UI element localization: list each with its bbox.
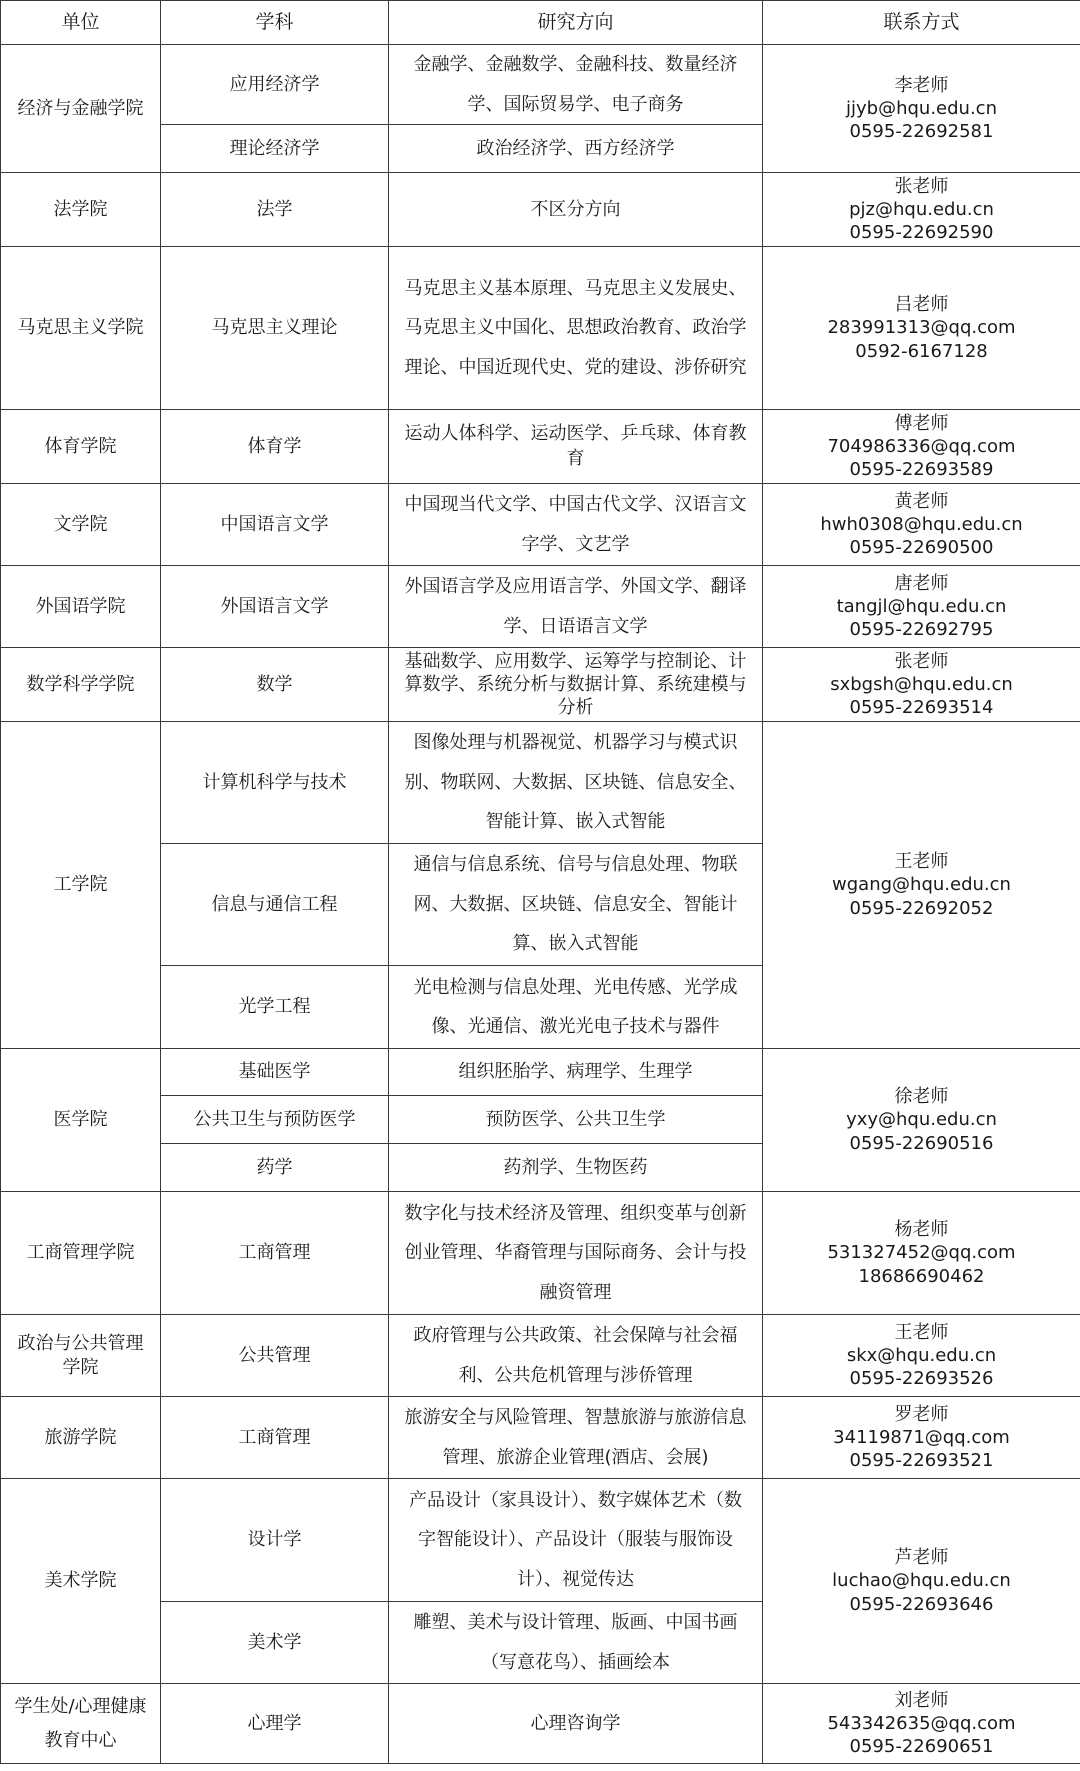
direction-cell: 通信与信息系统、信号与信息处理、物联网、大数据、区块链、信息安全、智能计算、嵌入式智能 <box>389 844 763 966</box>
contact-phone: 0595-22690500 <box>849 537 994 559</box>
contact-email[interactable]: sxbgsh@hqu.edu.cn <box>830 673 1013 695</box>
direction-cell: 图像处理与机器视觉、机器学习与模式识别、物联网、大数据、区块链、信息安全、智能计算、嵌入式智能 <box>389 722 763 844</box>
contact-phone: 0595-22692581 <box>849 121 994 143</box>
header-subject: 学科 <box>161 1 389 45</box>
contact-cell <box>763 648 1080 722</box>
subject-cell: 应用经济学 <box>161 45 389 125</box>
contact-name: 芦老师 <box>894 1547 949 1569</box>
unit-cell: 外国语学院 <box>1 566 161 648</box>
contact-cell <box>763 1049 1080 1192</box>
unit-cell: 数学科学学院 <box>1 648 161 722</box>
subject-cell: 信息与通信工程 <box>161 844 389 966</box>
direction-cell: 雕塑、美术与设计管理、版画、中国书画（写意花鸟）、插画绘本 <box>389 1602 763 1684</box>
header-unit: 单位 <box>1 1 161 45</box>
contact-phone: 0595-22693514 <box>849 697 994 719</box>
contact-email[interactable]: wgang@hqu.edu.cn <box>832 874 1011 896</box>
subject-cell: 体育学 <box>161 410 389 484</box>
direction-cell: 组织胚胎学、病理学、生理学 <box>389 1049 763 1096</box>
contact-email[interactable]: jjyb@hqu.edu.cn <box>846 97 997 119</box>
direction-cell: 金融学、金融数学、金融科技、数量经济学、国际贸易学、电子商务 <box>389 45 763 125</box>
unit-cell: 体育学院 <box>1 410 161 484</box>
table-row <box>1 45 1080 125</box>
contact-name: 唐老师 <box>894 572 949 594</box>
contact-phone: 0595-22692795 <box>849 619 994 641</box>
subject-cell: 光学工程 <box>161 966 389 1049</box>
subject-cell: 工商管理 <box>161 1192 389 1315</box>
table-row <box>1 247 1080 410</box>
contact-name: 王老师 <box>894 1321 949 1343</box>
contact-name: 罗老师 <box>894 1403 949 1425</box>
contact-cell <box>763 1192 1080 1315</box>
unit-cell: 学生处/心理健康教育中心 <box>1 1684 161 1764</box>
header-contact: 联系方式 <box>763 1 1080 45</box>
contact-name: 杨老师 <box>894 1219 949 1241</box>
table-header-row <box>1 1 1080 45</box>
subject-cell: 心理学 <box>161 1684 389 1764</box>
contact-phone: 0595-22692052 <box>849 897 994 919</box>
direction-cell: 外国语言学及应用语言学、外国文学、翻译学、日语语言文学 <box>389 566 763 648</box>
contact-name: 傅老师 <box>894 412 949 434</box>
direction-cell: 数字化与技术经济及管理、组织变革与创新创业管理、华裔管理与国际商务、会计与投融资管理 <box>389 1192 763 1315</box>
unit-cell: 马克思主义学院 <box>1 247 161 410</box>
direction-cell: 产品设计（家具设计）、数字媒体艺术（数字智能设计）、产品设计（服装与服饰设计）、视觉传达 <box>389 1479 763 1602</box>
contact-email[interactable]: 543342635@qq.com <box>827 1712 1016 1734</box>
contact-cell <box>763 484 1080 566</box>
table-row <box>1 1315 1080 1397</box>
contact-phone: 18686690462 <box>858 1265 985 1287</box>
table-row <box>1 173 1080 247</box>
subject-cell: 外国语言文学 <box>161 566 389 648</box>
contact-email[interactable]: tangjl@hqu.edu.cn <box>836 595 1007 617</box>
contact-name: 刘老师 <box>894 1689 949 1711</box>
contact-email[interactable]: luchao@hqu.edu.cn <box>832 1570 1011 1592</box>
contact-phone: 0595-22693526 <box>849 1368 994 1390</box>
unit-cell: 旅游学院 <box>1 1397 161 1479</box>
unit-cell: 美术学院 <box>1 1479 161 1684</box>
contact-cell <box>763 173 1080 247</box>
contact-email[interactable]: hwh0308@hqu.edu.cn <box>820 513 1023 535</box>
direction-cell: 马克思主义基本原理、马克思主义发展史、马克思主义中国化、思想政治教育、政治学理论、中国近现代史、党的建设、涉侨研究 <box>389 247 763 410</box>
unit-cell: 经济与金融学院 <box>1 45 161 173</box>
table-row <box>1 1479 1080 1602</box>
contact-email[interactable]: yxy@hqu.edu.cn <box>846 1109 997 1131</box>
contact-cell <box>763 45 1080 173</box>
contact-name: 张老师 <box>894 650 949 672</box>
subject-cell: 基础医学 <box>161 1049 389 1096</box>
subject-cell: 公共卫生与预防医学 <box>161 1096 389 1144</box>
subject-cell: 设计学 <box>161 1479 389 1602</box>
unit-cell: 法学院 <box>1 173 161 247</box>
table-row <box>1 1397 1080 1479</box>
unit-cell: 工学院 <box>1 722 161 1049</box>
subject-cell: 工商管理 <box>161 1397 389 1479</box>
direction-cell: 政府管理与公共政策、社会保障与社会福利、公共危机管理与涉侨管理 <box>389 1315 763 1397</box>
direction-cell: 光电检测与信息处理、光电传感、光学成像、光通信、激光光电子技术与器件 <box>389 966 763 1049</box>
unit-cell: 文学院 <box>1 484 161 566</box>
contact-cell <box>763 1479 1080 1684</box>
contact-cell <box>763 410 1080 484</box>
subject-cell: 数学 <box>161 648 389 722</box>
direction-cell: 不区分方向 <box>389 173 763 247</box>
direction-cell: 基础数学、应用数学、运筹学与控制论、计算数学、系统分析与数据计算、系统建模与分析 <box>389 648 763 722</box>
contact-phone: 0595-22692590 <box>849 222 994 244</box>
contact-cell <box>763 566 1080 648</box>
contact-phone: 0595-22693521 <box>849 1450 994 1472</box>
table-row <box>1 410 1080 484</box>
contact-phone: 0595-22693646 <box>849 1593 994 1615</box>
contact-phone: 0595-22690651 <box>849 1736 994 1758</box>
table-row <box>1 566 1080 648</box>
subject-cell: 公共管理 <box>161 1315 389 1397</box>
subject-cell: 理论经济学 <box>161 125 389 173</box>
subject-cell: 计算机科学与技术 <box>161 722 389 844</box>
direction-cell: 运动人体科学、运动医学、乒乓球、体育教育 <box>389 410 763 484</box>
direction-cell: 政治经济学、西方经济学 <box>389 125 763 173</box>
header-direction: 研究方向 <box>389 1 763 45</box>
direction-cell: 中国现当代文学、中国古代文学、汉语言文字学、文艺学 <box>389 484 763 566</box>
contact-phone: 0595-22690516 <box>849 1132 994 1154</box>
contact-phone: 0592-6167128 <box>855 340 988 362</box>
table-row <box>1 722 1080 844</box>
table-row <box>1 484 1080 566</box>
contact-email[interactable]: 531327452@qq.com <box>827 1242 1016 1264</box>
contact-cell <box>763 1397 1080 1479</box>
contact-email[interactable]: pjz@hqu.edu.cn <box>849 198 994 220</box>
contact-cell <box>763 722 1080 1049</box>
subject-cell: 药学 <box>161 1144 389 1192</box>
subject-cell: 中国语言文学 <box>161 484 389 566</box>
contact-email[interactable]: 704986336@qq.com <box>827 435 1016 457</box>
subject-cell: 法学 <box>161 173 389 247</box>
contact-email[interactable]: 34119871@qq.com <box>833 1426 1010 1448</box>
contact-name: 黄老师 <box>894 490 949 512</box>
contact-name: 徐老师 <box>894 1086 949 1108</box>
table-row <box>1 1049 1080 1096</box>
contact-cell <box>763 1684 1080 1764</box>
contact-name: 吕老师 <box>894 294 949 316</box>
unit-cell: 政治与公共管理学院 <box>1 1315 161 1397</box>
direction-cell: 心理咨询学 <box>389 1684 763 1764</box>
contact-name: 王老师 <box>894 851 949 873</box>
subject-cell: 马克思主义理论 <box>161 247 389 410</box>
contact-name: 张老师 <box>894 175 949 197</box>
contact-cell <box>763 247 1080 410</box>
contact-email[interactable]: 283991313@qq.com <box>827 317 1016 339</box>
subject-cell: 美术学 <box>161 1602 389 1684</box>
contact-name: 李老师 <box>894 74 949 96</box>
unit-cell: 医学院 <box>1 1049 161 1192</box>
table-row <box>1 648 1080 722</box>
contact-email[interactable]: skx@hqu.edu.cn <box>846 1344 997 1366</box>
direction-cell: 药剂学、生物医药 <box>389 1144 763 1192</box>
unit-cell: 工商管理学院 <box>1 1192 161 1315</box>
direction-cell: 预防医学、公共卫生学 <box>389 1096 763 1144</box>
table-row <box>1 1192 1080 1315</box>
direction-cell: 旅游安全与风险管理、智慧旅游与旅游信息管理、旅游企业管理(酒店、会展) <box>389 1397 763 1479</box>
contact-cell <box>763 1315 1080 1397</box>
contact-phone: 0595-22693589 <box>849 459 994 481</box>
table-row <box>1 1684 1080 1764</box>
